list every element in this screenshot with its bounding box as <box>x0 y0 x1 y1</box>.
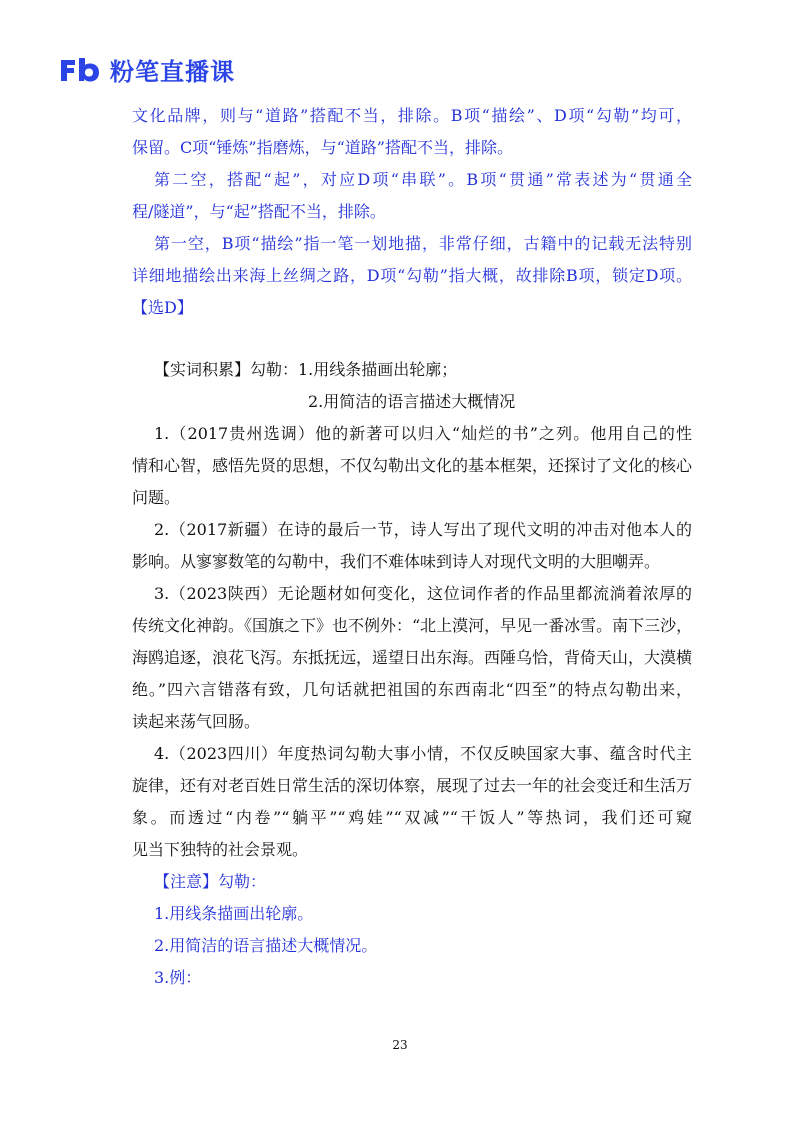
vocabulary-section <box>132 354 692 418</box>
analysis-line: 第一空，B项“描绘”指一笔一划地描，非常仔细，古籍中的记载无法特别 <box>154 234 692 253</box>
analysis-line: 详细地描绘出来海上丝绸之路，D项“勾勒”指大概，故排除B项，锁定D项。 <box>132 266 692 285</box>
example-item <box>132 738 692 866</box>
example-item <box>132 578 692 738</box>
analysis-line: 文化品牌，则与“道路”搭配不当，排除。B项“描绘”、D项“勾勒”均可， <box>132 106 692 125</box>
vocab-heading: 【实词积累】勾勒：1.用线条描画出轮廓； <box>154 360 458 379</box>
answer-choice: 【选D】 <box>132 298 193 317</box>
example-line: 3.（2023陕西）无论题材如何变化，这位词作者的作品里都流淌着浓厚的 <box>154 584 692 603</box>
examples-section <box>132 418 692 866</box>
vocab-meaning-2: 2.用简洁的语言描述大概情况 <box>308 392 516 411</box>
fb-logo-icon <box>58 56 102 84</box>
example-line: 问题。 <box>132 488 181 507</box>
note-section <box>132 866 692 994</box>
example-line: 4.（2023四川）年度热词勾勒大事小情，不仅反映国家大事、蕴含时代主 <box>154 744 692 763</box>
example-line: 读起来荡气回肠。 <box>132 712 261 731</box>
example-line: 绝。”四六言错落有致，几句话就把祖国的东西南北“四至”的特点勾勒出来， <box>132 680 692 699</box>
example-line: 象。而透过“内卷”“躺平”“鸡娃”“双减”“干饭人”等热词，我们还可窥 <box>132 808 692 827</box>
example-line: 见当下独特的社会景观。 <box>132 840 309 859</box>
analysis-line: 保留。C项“锤炼”指磨炼，与“道路”搭配不当，排除。 <box>132 138 513 157</box>
page-content <box>132 100 692 994</box>
example-line: 影响。从寥寥数笔的勾勒中，我们不难体味到诗人对现代文明的大胆嘲弄。 <box>132 552 661 571</box>
example-line: 传统文化神韵。《国旗之下》也不例外：“北上漠河，早见一番冰雪。南下三沙， <box>132 616 693 635</box>
example-line: 情和心智，感悟先贤的思想，不仅勾勒出文化的基本框架，还探讨了文化的核心 <box>132 456 693 475</box>
analysis-line: 程/隧道”，与“起”搭配不当，排除。 <box>132 202 386 221</box>
note-item: 3.例： <box>154 968 202 987</box>
brand-logo <box>58 52 235 87</box>
note-item: 2.用简洁的语言描述大概情况。 <box>154 936 378 955</box>
example-item <box>132 418 692 514</box>
example-line: 1.（2017贵州选调）他的新著可以归入“灿烂的书”之列。他用自己的性 <box>154 424 692 443</box>
page-number: 23 <box>392 1038 408 1052</box>
example-line: 海鸥追逐，浪花飞泻。东抵抚远，遥望日出东海。西陲乌恰，背倚天山，大漠横 <box>132 648 693 667</box>
note-title: 【注意】勾勒： <box>154 872 267 891</box>
answer-analysis <box>132 100 692 324</box>
logo-text: 粉笔直播课 <box>110 58 235 86</box>
example-item <box>132 514 692 578</box>
analysis-line: 第二空，搭配“起”，对应D项“串联”。B项“贯通”常表述为“贯通全 <box>154 170 692 189</box>
note-item: 1.用线条描画出轮廓。 <box>154 904 314 923</box>
example-line: 2.（2017新疆）在诗的最后一节，诗人写出了现代文明的冲击对他本人的 <box>154 520 692 539</box>
example-line: 旋律，还有对老百姓日常生活的深切体察，展现了过去一年的社会变迁和生活万 <box>132 776 693 795</box>
